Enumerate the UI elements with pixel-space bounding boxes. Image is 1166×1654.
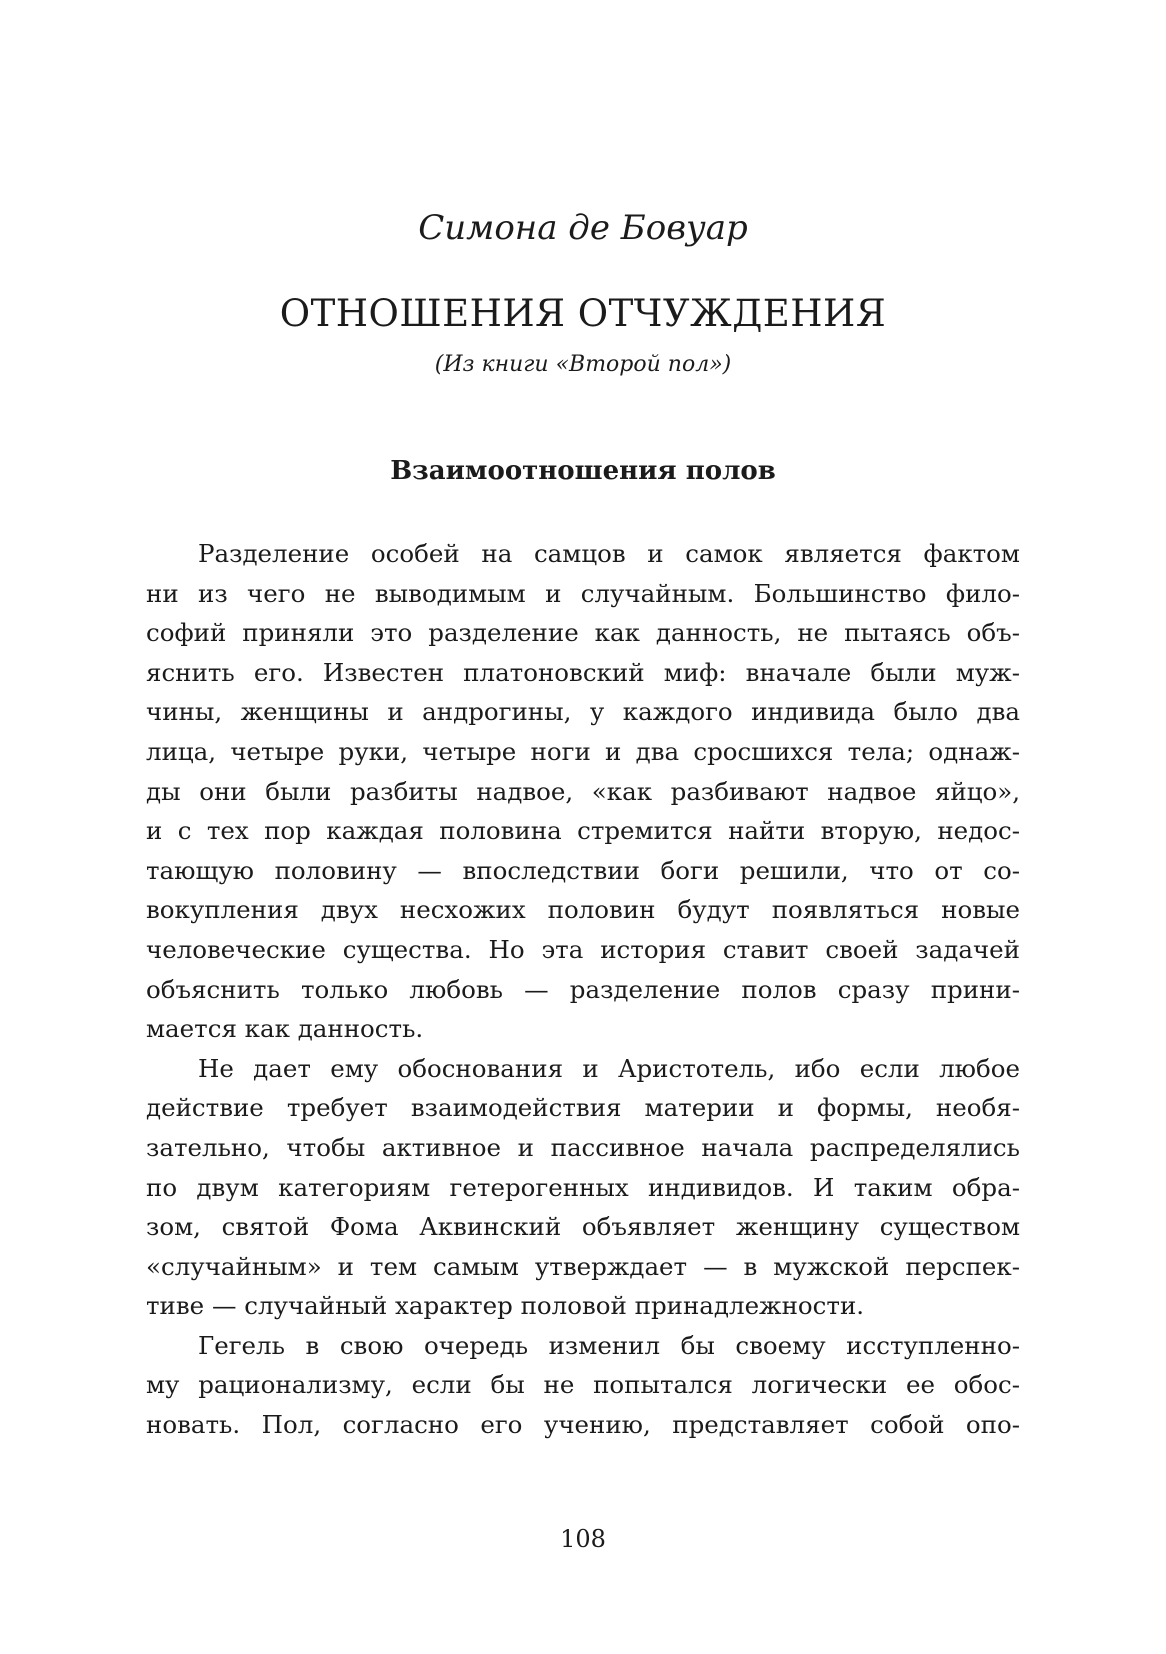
text-line: «случайным» и тем самым утверждает — в мужской перспек- (146, 1251, 1020, 1281)
text-line: зательно, чтобы активное и пассивное начала распределялись (146, 1132, 1020, 1162)
text-line: чины, женщины и андрогины, у каждого индивида было два (146, 697, 1020, 727)
page-number: 108 (560, 1525, 606, 1553)
text-line: вокупления двух несхожих половин будут появляться новые (146, 895, 1020, 925)
text-line: и с тех пор каждая половина стремится найти вторую, недос- (146, 816, 1020, 846)
text-line: тающую половину — впоследствии боги решили, что от со- (146, 855, 1020, 885)
text-line: тиве — случайный характер половой принадлежности. (146, 1291, 865, 1321)
text-line: действие требует взаимодействия материи и формы, необя- (146, 1093, 1020, 1123)
text-line: му рационализму, если бы не попытался логически ее обос- (146, 1370, 1020, 1400)
author-name: Симона де Бовуар (418, 208, 748, 248)
text-line: ды они были разбиты надвое, «как разбивают надвое яйцо», (146, 776, 1020, 806)
text-line: Не дает ему обоснования и Аристотель, ибо если любое (198, 1053, 1020, 1083)
chapter-title: ОТНОШЕНИЯ ОТЧУЖДЕНИЯ (279, 292, 887, 335)
text-line: объяснить только любовь — разделение полов сразу прини- (146, 974, 1020, 1004)
body-text (146, 534, 1020, 1445)
text-line: софий приняли это разделение как данность, не пытаясь объ- (146, 618, 1020, 648)
text-line: мается как данность. (146, 1014, 424, 1044)
text-line: по двум категориям гетерогенных индивидов. И таким обра- (146, 1172, 1020, 1202)
text-line: зом, святой Фома Аквинский объявляет женщину существом (146, 1212, 1020, 1242)
text-line: новать. Пол, согласно его учению, представляет собой опо- (146, 1410, 1020, 1440)
chapter-subtitle: (Из книги «Второй пол») (434, 352, 732, 377)
section-heading: Взаимоотношения полов (390, 456, 776, 486)
text-line: Разделение особей на самцов и самок является фактом (198, 539, 1020, 568)
text-line: яснить его. Известен платоновский миф: вначале были муж- (146, 657, 1020, 687)
text-line: человеческие существа. Но эта история ставит своей задачей (146, 934, 1020, 964)
text-line: ни из чего не выводимым и случайным. Большинство фило- (146, 578, 1020, 608)
text-line: лица, четыре руки, четыре ноги и два сросшихся тела; однаж- (146, 736, 1020, 766)
text-line: Гегель в свою очередь изменил бы своему исступленно- (198, 1330, 1020, 1360)
